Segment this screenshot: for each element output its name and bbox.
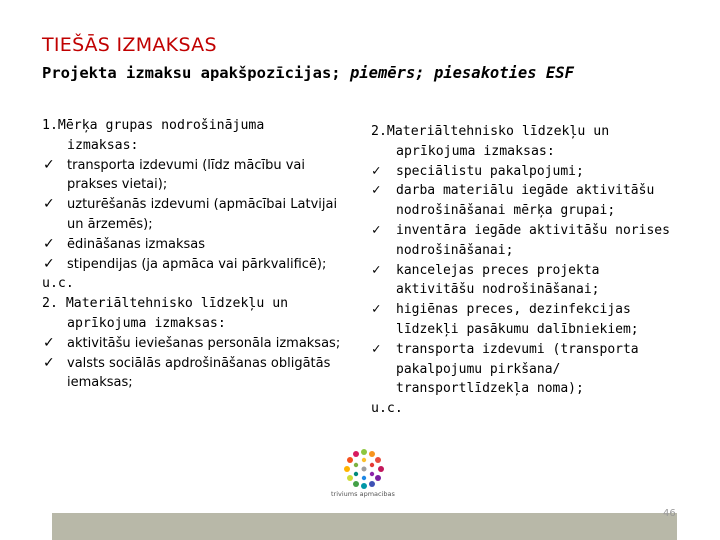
list-item-text: stipendijas (ja apmāca vai pārkvalificē); <box>67 256 327 272</box>
checkmark-icon: ✓ <box>372 182 381 199</box>
section2-heading-line2: aprīkojuma izmaksas: <box>67 315 226 331</box>
section2-heading <box>42 294 354 334</box>
page-number: 46 <box>663 508 676 519</box>
section1-heading <box>42 116 354 156</box>
checkmark-icon: ✓ <box>372 221 381 238</box>
checkmark-icon: ✓ <box>372 301 381 318</box>
list-item-text: speciālistu pakalpojumi; <box>396 163 584 179</box>
section1-heading-line1: 1.Mērķa grupas nodrošinājuma <box>42 118 265 133</box>
right-heading <box>371 122 676 162</box>
list-item <box>42 235 354 255</box>
list-item <box>371 300 676 340</box>
checkmark-icon: ✓ <box>372 261 381 278</box>
checkmark-icon: ✓ <box>372 162 381 179</box>
right-heading-line2: aprīkojuma izmaksas: <box>396 143 555 159</box>
list-item <box>371 261 676 301</box>
footer-bar <box>52 513 677 540</box>
checkmark-icon: ✓ <box>43 255 55 272</box>
list-item <box>42 255 354 275</box>
list-item-text: valsts sociālās apdrošināšanas obligātās iemaksas; <box>67 355 331 391</box>
list-item-text: kancelejas preces projekta aktivitāšu nodrošināšanai; <box>396 262 600 298</box>
section1-heading-line2: izmaksas: <box>67 137 139 153</box>
checkmark-icon: ✓ <box>372 340 381 357</box>
list-item <box>42 156 354 196</box>
etc-text: u.c. <box>42 276 74 292</box>
checkmark-icon: ✓ <box>43 196 55 213</box>
right-heading-line1: 2.Materiāltehnisko līdzekļu un <box>371 124 610 139</box>
list-item-text: transporta izdevumi (transporta pakalpojumu pirkšana/ transportlīdzekļa noma); <box>396 341 639 397</box>
checkmark-icon: ✓ <box>43 156 55 173</box>
list-item <box>42 354 354 394</box>
left-column <box>42 116 354 393</box>
list-item-text: aktivitāšu ieviešanas personāla izmaksas; <box>67 335 341 351</box>
list-item-text: uzturēšanās izdevumi (apmācībai Latvijai un ārzemēs); <box>67 197 338 232</box>
list-item <box>42 334 354 354</box>
subtitle-plain: Projekta izmaksu apakšpozīcijas; <box>42 64 350 82</box>
slide-title: TIEŠĀS IZMAKSAS <box>42 34 217 56</box>
list-item <box>42 195 354 235</box>
right-column <box>371 122 676 419</box>
checkmark-icon: ✓ <box>43 354 55 371</box>
list-item <box>371 181 676 221</box>
list-item <box>371 162 676 182</box>
slide-subtitle <box>42 64 574 82</box>
etc-text: u.c. <box>371 401 403 417</box>
subtitle-italic: piemērs; piesakoties ESF <box>349 64 574 82</box>
list-item-text: darba materiālu iegāde aktivitāšu nodrošināšanai mērķa grupai; <box>396 183 655 219</box>
list-item <box>371 340 676 399</box>
list-item-text: inventāra iegāde aktivitāšu norises nodrošināšanai; <box>396 222 670 258</box>
list-item-text: transporta izdevumi (līdz mācību vai prakses vietai); <box>67 157 305 193</box>
list-item-text: higiēnas preces, dezinfekcijas līdzekļi pasākumu dalībniekiem; <box>396 302 639 337</box>
checkmark-icon: ✓ <box>43 334 55 351</box>
logo-text: triviums apmacibas <box>331 490 395 498</box>
checkmark-icon: ✓ <box>43 235 55 252</box>
section2-heading-line1: 2. Materiāltehnisko līdzekļu un <box>42 296 289 312</box>
list-item-text: ēdināšanas izmaksas <box>67 236 206 252</box>
list-item <box>371 221 676 261</box>
